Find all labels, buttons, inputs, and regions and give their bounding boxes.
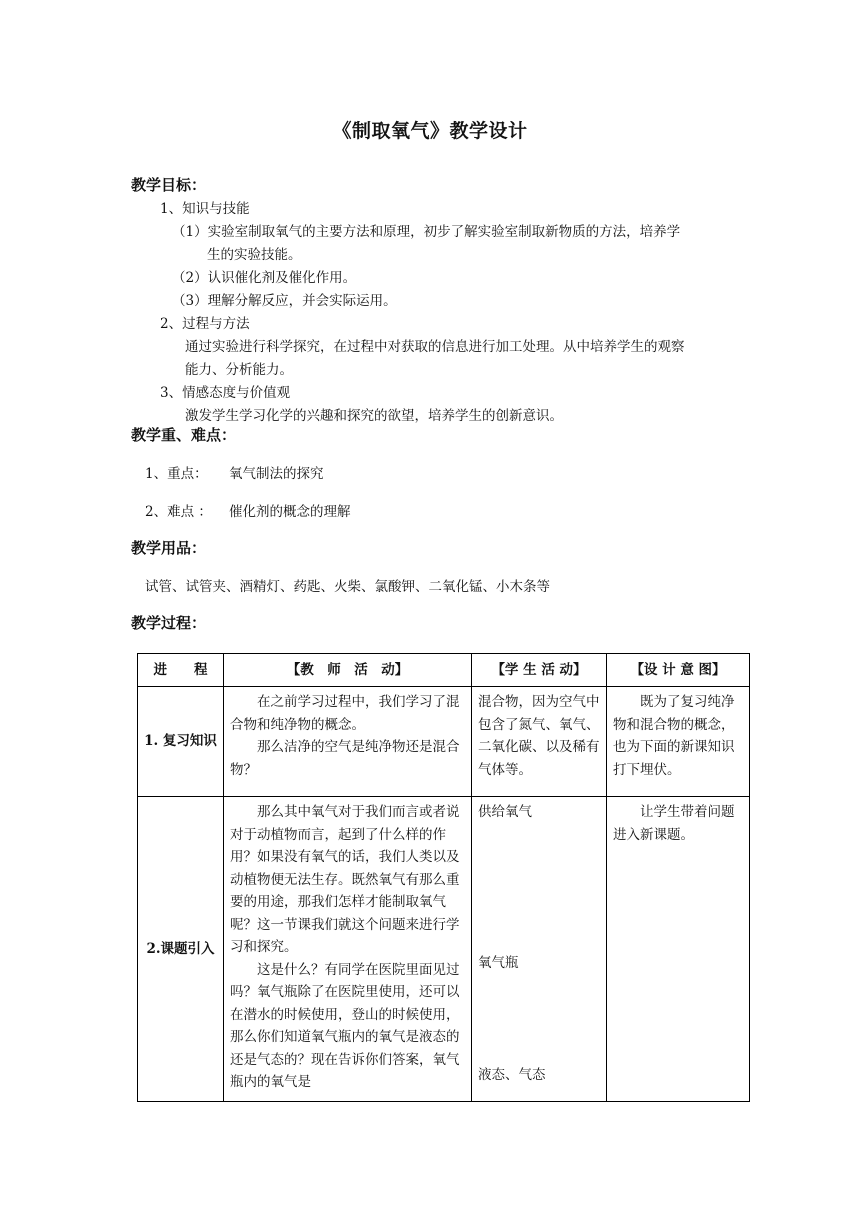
emotion-label: 3、情感态度与价值观 bbox=[160, 385, 291, 401]
teacher-paragraph: 这是什么？有同学在医院里面见过吗？氧气瓶除了在医院里使用，还可以在潜水的时候使用，登山的时候使用，那么你们知道氧气瓶内的氧气是液态的还是气态的？现在告诉你们答案，氧气瓶内的氧气是 bbox=[230, 961, 460, 1090]
header-stage: 进 程 bbox=[138, 654, 224, 687]
stage-cell: 1. 复习知识 bbox=[138, 687, 224, 797]
header-design-intent: 【设 计 意 图】 bbox=[607, 654, 750, 687]
knowledge-item-1-cont: 生的实验技能。 bbox=[207, 247, 302, 263]
teacher-paragraph: 在之前学习过程中，我们学习了混合物和纯净物的概念。 bbox=[230, 694, 460, 733]
teacher-activity-cell bbox=[224, 797, 472, 1102]
table-row bbox=[138, 797, 750, 1102]
student-activity-cell bbox=[472, 797, 607, 1102]
teacher-paragraph: 那么洁净的空气是纯净物还是混合物？ bbox=[230, 739, 460, 778]
design-paragraph: 让学生带着问题进入新课题。 bbox=[613, 804, 735, 843]
student-answer: 液态、气态 bbox=[478, 1067, 546, 1083]
student-answer: 供给氧气 bbox=[478, 804, 532, 820]
design-intent-cell bbox=[607, 687, 750, 797]
process-text-1: 通过实验进行科学探究，在过程中对获取的信息进行加工处理。从中培养学生的观察 bbox=[185, 339, 685, 355]
table-header-row bbox=[138, 654, 750, 687]
objectives-heading: 教学目标： bbox=[131, 176, 207, 194]
teacher-paragraph: 那么其中氧气对于我们而言或者说对于动植物而言，起到了什么样的作用？如果没有氧气的话，我们人类以及动植物便无法生存。既然氧气有那么重要的用途，那我们怎样才能制取氧气呢？这一节课我们就这个问题来进行学习和探究。 bbox=[230, 804, 460, 955]
lesson-process-table bbox=[137, 653, 750, 1102]
knowledge-item-1: （1）实验室制取氧气的主要方法和原理，初步了解实验室制取新物质的方法，培养学 bbox=[172, 224, 681, 240]
design-intent-cell bbox=[607, 797, 750, 1102]
key-point-text: 氧气制法的探究 bbox=[229, 466, 324, 482]
student-answer: 氧气瓶 bbox=[478, 954, 519, 971]
student-paragraph: 混合物，因为空气中包含了氮气、氧气、二氧化碳、以及稀有气体等。 bbox=[478, 694, 600, 778]
key-point-label: 1、重点： bbox=[145, 466, 208, 482]
document-title: 《制取氧气》教学设计 bbox=[332, 120, 528, 142]
teacher-activity-cell bbox=[224, 687, 472, 797]
process-heading: 教学过程： bbox=[131, 614, 207, 632]
difficulty-text: 催化剂的概念的理解 bbox=[229, 504, 351, 520]
emotion-text: 激发学生学习化学的兴趣和探究的欲望，培养学生的创新意识。 bbox=[185, 408, 563, 424]
header-student-activity: 【学 生 活 动】 bbox=[472, 654, 607, 687]
difficulty-label: 2、难点 ： bbox=[145, 504, 212, 520]
header-teacher-activity: 【教 师 活 动】 bbox=[224, 654, 472, 687]
materials-heading: 教学用品： bbox=[131, 539, 207, 557]
knowledge-label: 1、知识与技能 bbox=[160, 201, 250, 217]
design-paragraph: 既为了复习纯净物和混合物的概念，也为下面的新课知识打下埋伏。 bbox=[613, 694, 735, 778]
process-label: 2、过程与方法 bbox=[160, 316, 250, 332]
table-row bbox=[138, 687, 750, 797]
stage-cell: 2.课题引入 bbox=[138, 797, 224, 1102]
student-activity-cell bbox=[472, 687, 607, 797]
key-points-heading: 教学重、难点： bbox=[131, 426, 237, 444]
knowledge-item-2: （2）认识催化剂及催化作用。 bbox=[172, 270, 357, 286]
knowledge-item-3: （3）理解分解反应，并会实际运用。 bbox=[172, 293, 397, 309]
process-text-2: 能力、分析能力。 bbox=[185, 362, 293, 378]
materials-text: 试管、试管夹、酒精灯、药匙、火柴、氯酸钾、二氧化锰、小木条等 bbox=[145, 579, 550, 595]
